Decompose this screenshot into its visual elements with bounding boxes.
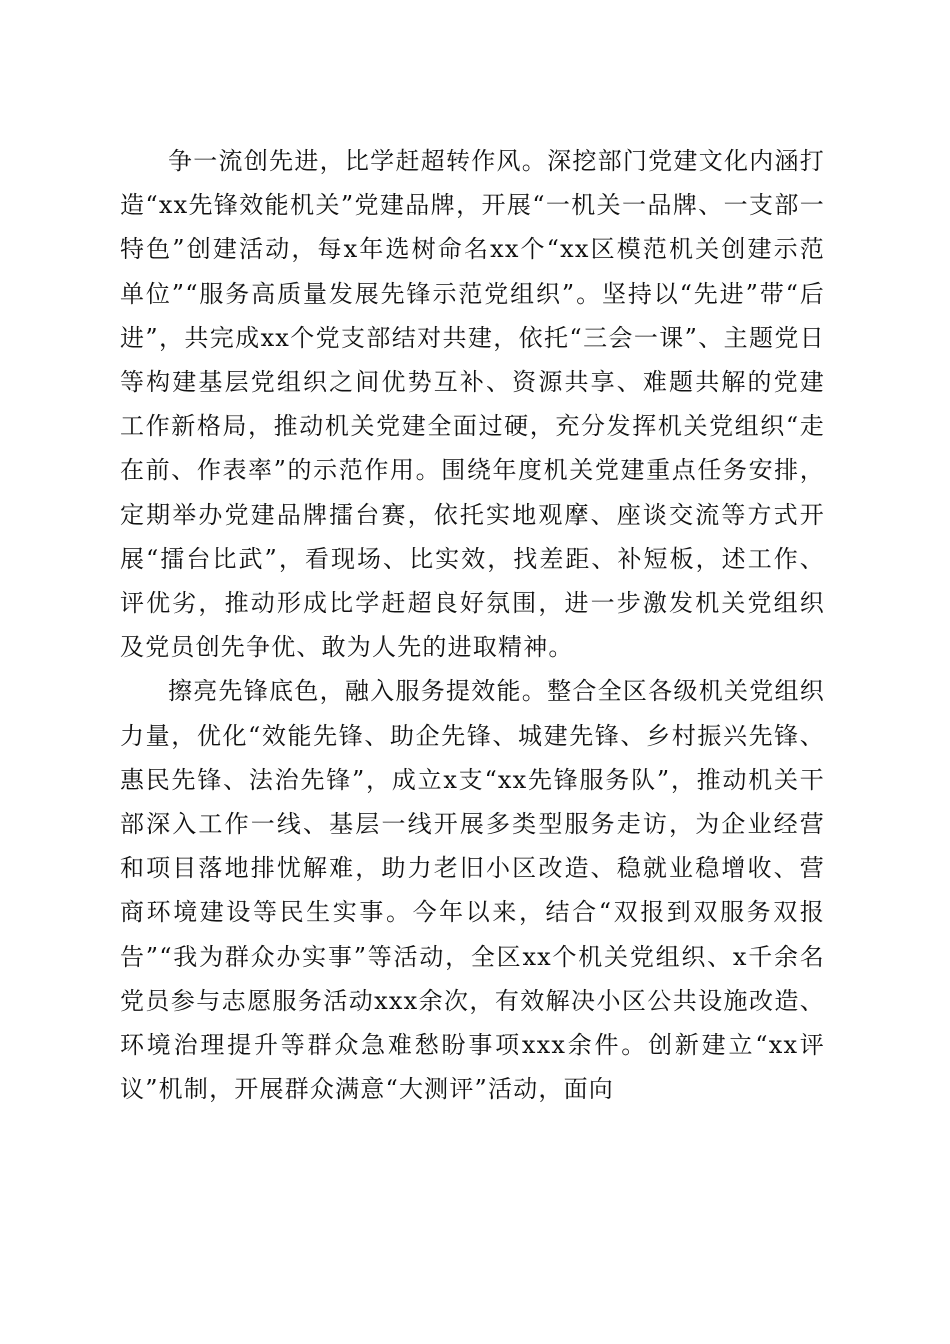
document-body	[120, 139, 825, 1111]
paragraph-2: 擦亮先锋底色，融入服务提效能。整合全区各级机关党组织力量，优化“效能先锋、助企先锋、城建先锋、乡村振兴先锋、惠民先锋、法治先锋”，成立x支“xx先锋服务队”，推动机关干部深入工作一线、基层一线开展多类型服务走访，为企业经营和项目落地排忧解难，助力老旧小区改造、稳就业稳增收、营商环境建设等民生实事。今年以来，结合“双报到双服务双报告”“我为群众办实事”等活动，全区xx个机关党组织、x千余名党员参与志愿服务活动xxx余次，有效解决小区公共设施改造、环境治理提升等群众急难愁盼事项xxx余件。创新建立“xx评议”机制，开展群众满意“大测评”活动，面向	[120, 677, 825, 1104]
paragraph-1: 争一流创先进，比学赶超转作风。深挖部门党建文化内涵打造“xx先锋效能机关”党建品牌，开展“一机关一品牌、一支部一特色”创建活动，每x年选树命名xx个“xx区模范机关创建示范单位”“服务高质量发展先锋示范党组织”。坚持以“先进”带“后进”，共完成xx个党支部结对共建，依托“三会一课”、主题党日等构建基层党组织之间优势互补、资源共享、难题共解的党建工作新格局，推动机关党建全面过硬，充分发挥机关党组织“走在前、作表率”的示范作用。围绕年度机关党建重点任务安排，定期举办党建品牌擂台赛，依托实地观摩、座谈交流等方式开展“擂台比武”，看现场、比实效，找差距、补短板，述工作、评优劣，推动形成比学赶超良好氛围，进一步激发机关党组织及党员创先争优、敢为人先的进取精神。	[120, 147, 825, 662]
